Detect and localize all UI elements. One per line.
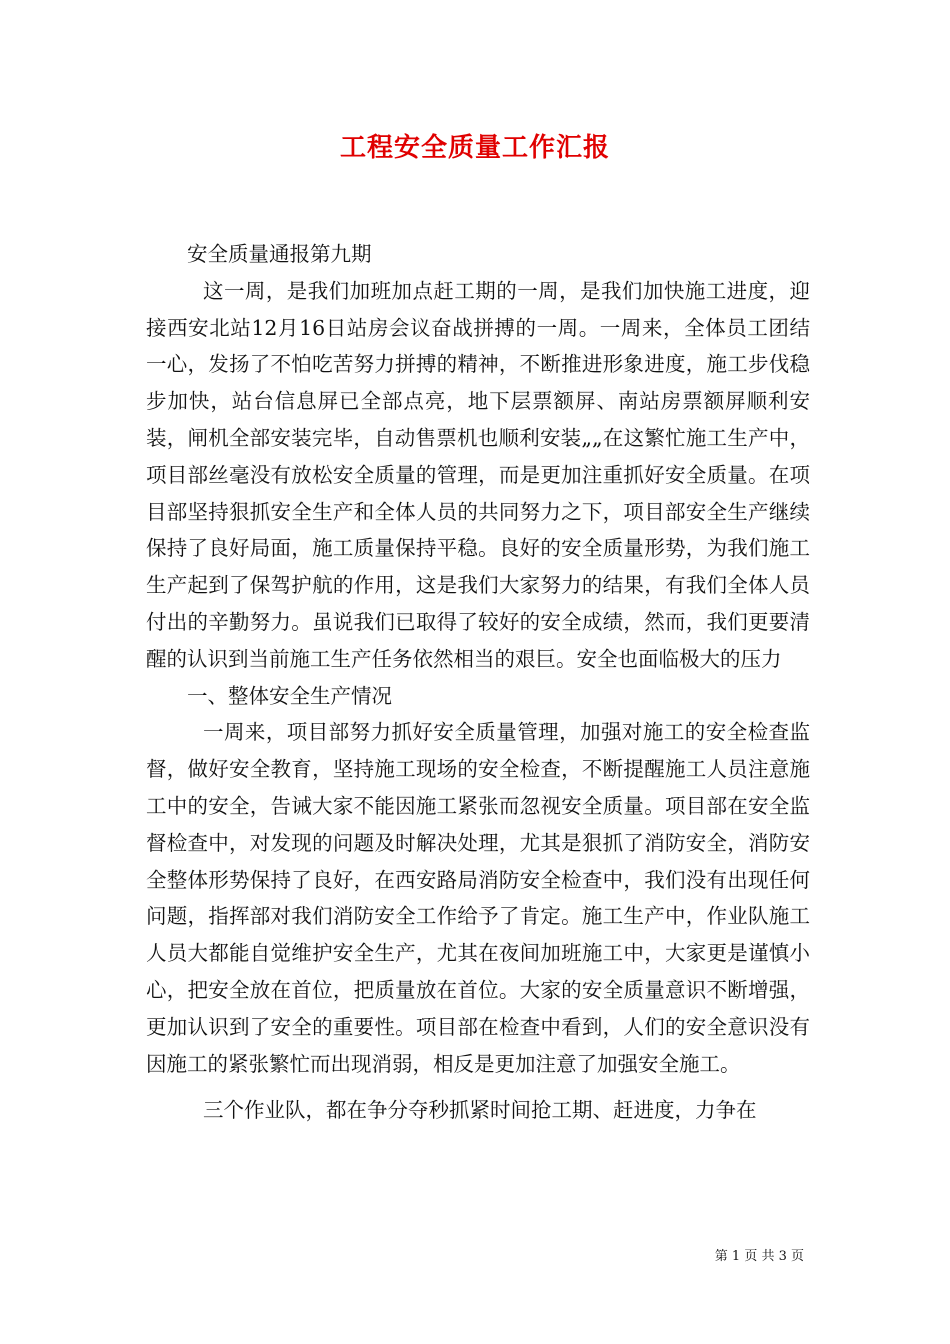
document-body (146, 236, 810, 1129)
document-title: 工程安全质量工作汇报 (339, 133, 610, 163)
paragraph-safety-overview: 一周来，项目部努力抓好安全质量管理，加强对施工的安全检查监督，做好安全教育，坚持施工现场的安全检查，不断提醒施工人员注意施工中的安全，告诫大家不能因施工紧张而忽视安全质量。项目部在安全监督检查中，对发现的问题及时解决处理，尤其是狠抓了消防安全，消防安全整体形势保持了良好，在西安路局消防安全检查中，我们没有出现任何问题，指挥部对我们消防安全工作给予了肯定。施工生产中，作业队施工人员大都能自觉维护安全生产，尤其在夜间加班施工中，大家更是谨慎小心，把安全放在首位，把质量放在首位。大家的安全质量意识不断增强，更加认识到了安全的重要性。项目部在检查中看到，人们的安全意识没有因施工的紧张繁忙而出现消弱，相反是更加注意了加强安全施工。 (146, 720, 810, 1076)
paragraph-work-teams: 三个作业队，都在争分夺秒抓紧时间抢工期、赶进度，力争在 (203, 1098, 757, 1123)
issue-line: 安全质量通报第九期 (187, 242, 372, 266)
page-number: 第 1 页 共 3 页 (714, 1249, 804, 1264)
paragraph-intro: 这一周，是我们加班加点赶工期的一周，是我们加快施工进度，迎接西安北站12月16日站房会议奋战拼搏的一周。一周来，全体员工团结一心，发扬了不怕吃苦努力拼搏的精神，不断推进形象进度，施工步伐稳步加快，站台信息屏已全部点亮，地下层票额屏、南站房票额屏顺利安装，闸机全部安装完毕，自动售票机也顺利安装„„在这繁忙施工生产中，项目部丝毫没有放松安全质量的管理，而是更加注重抓好安全质量。在项目部坚持狠抓安全生产和全体人员的共同努力之下，项目部安全生产继续保持了良好局面，施工质量保持平稳。良好的安全质量形势，为我们施工生产起到了保驾护航的作用，这是我们大家努力的结果，有我们全体人员付出的辛勤努力。虽说我们已取得了较好的安全成绩，然而，我们更要清醒的认识到当前施工生产任务依然相当的艰巨。安全也面临极大的压力 (146, 278, 810, 671)
section-heading: 一、整体安全生产情况 (187, 683, 392, 708)
